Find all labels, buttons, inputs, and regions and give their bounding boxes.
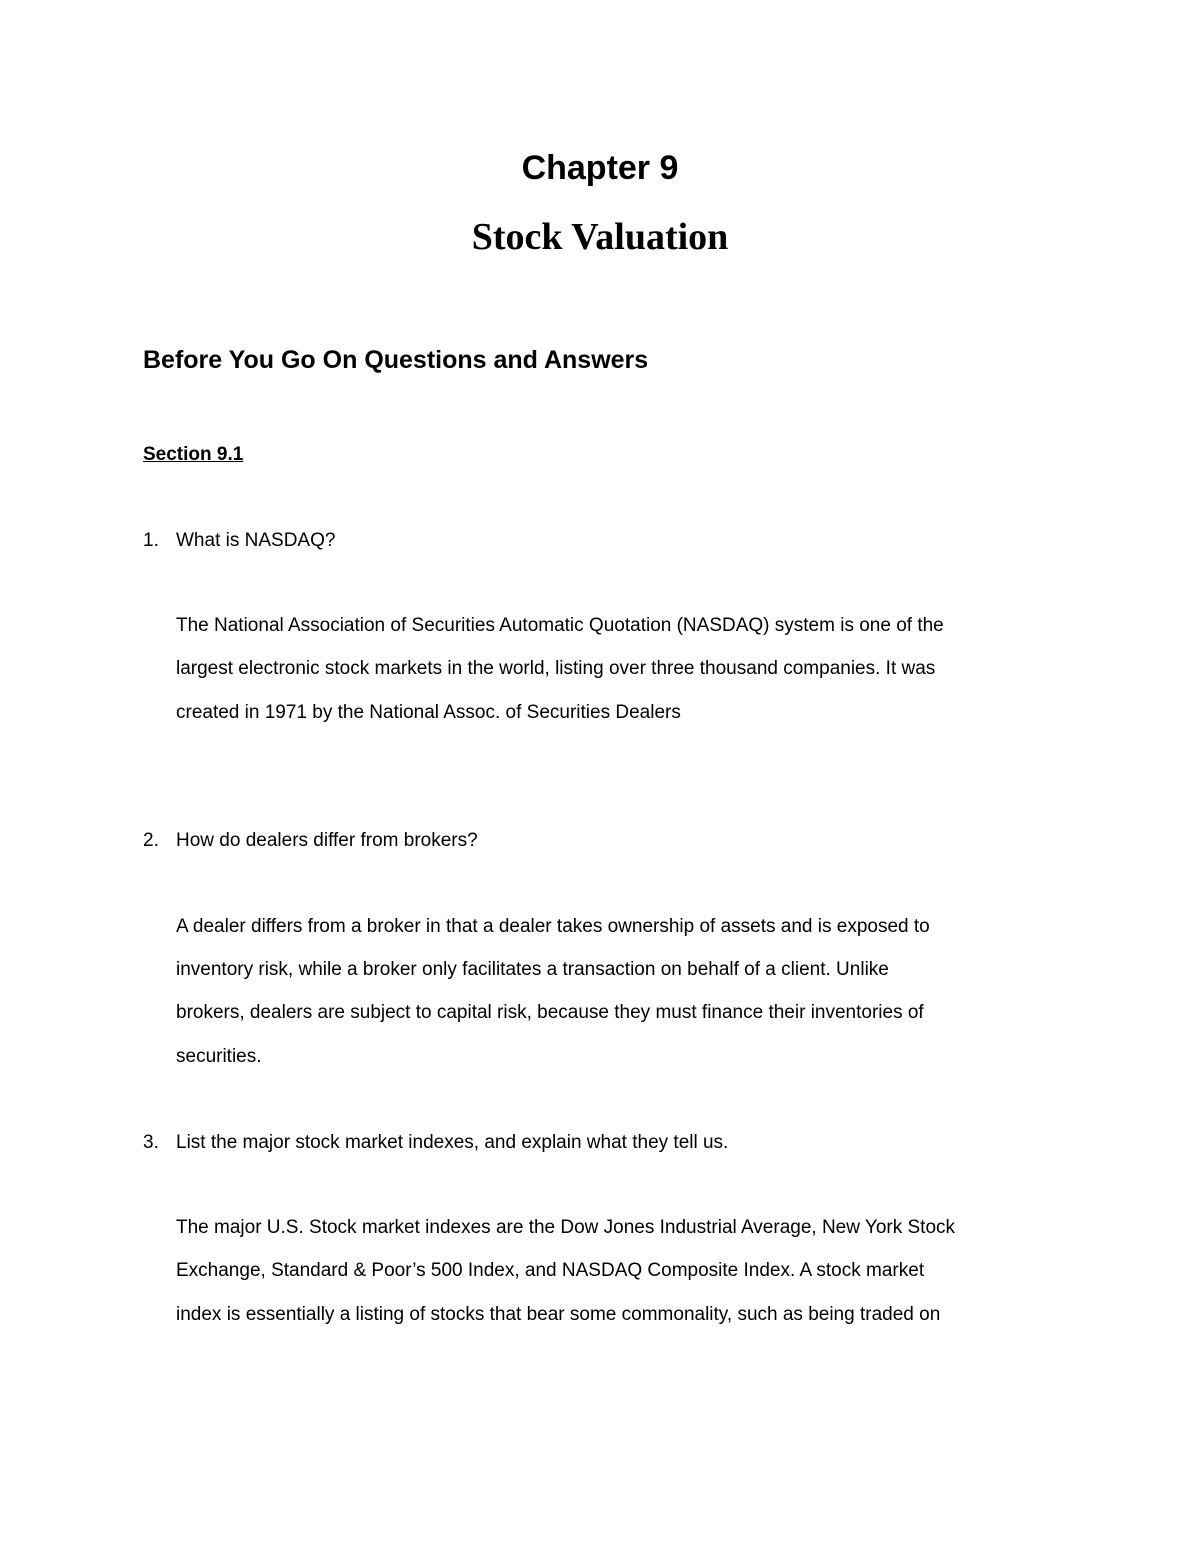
- answer-line: Exchange, Standard & Poor’s 500 Index, and NASDAQ Composite Index. A stock market: [176, 1260, 925, 1281]
- question-text: How do dealers differ from brokers?: [176, 830, 478, 851]
- question-number: 3.: [143, 1132, 159, 1153]
- answer-line: index is essentially a listing of stocks that bear some commonality, such as being traded on: [176, 1304, 941, 1325]
- question-number: 1.: [143, 530, 159, 551]
- question-text: What is NASDAQ?: [176, 530, 336, 551]
- answer-line: created in 1971 by the National Assoc. of Securities Dealers: [176, 702, 681, 723]
- answer-line: The major U.S. Stock market indexes are the Dow Jones Industrial Average, New York Stock: [176, 1217, 956, 1238]
- question-number: 2.: [143, 830, 159, 851]
- answer-line: securities.: [176, 1046, 262, 1067]
- section-heading: Before You Go On Questions and Answers: [143, 346, 649, 374]
- answer-line: inventory risk, while a broker only facilitates a transaction on behalf of a client. Unlike: [176, 959, 889, 980]
- answer-line: brokers, dealers are subject to capital risk, because they must finance their inventories of: [176, 1002, 924, 1023]
- chapter-title: Chapter 9: [521, 149, 679, 187]
- answer-line: The National Association of Securities Automatic Quotation (NASDAQ) system is one of the: [176, 615, 944, 636]
- answer-line: A dealer differs from a broker in that a dealer takes ownership of assets and is exposed to: [176, 916, 930, 937]
- document-title: Stock Valuation: [471, 216, 729, 258]
- section-label: Section 9.1: [143, 444, 244, 465]
- answer-line: largest electronic stock markets in the world, listing over three thousand companies. It was: [176, 658, 936, 679]
- question-text: List the major stock market indexes, and explain what they tell us.: [176, 1132, 729, 1153]
